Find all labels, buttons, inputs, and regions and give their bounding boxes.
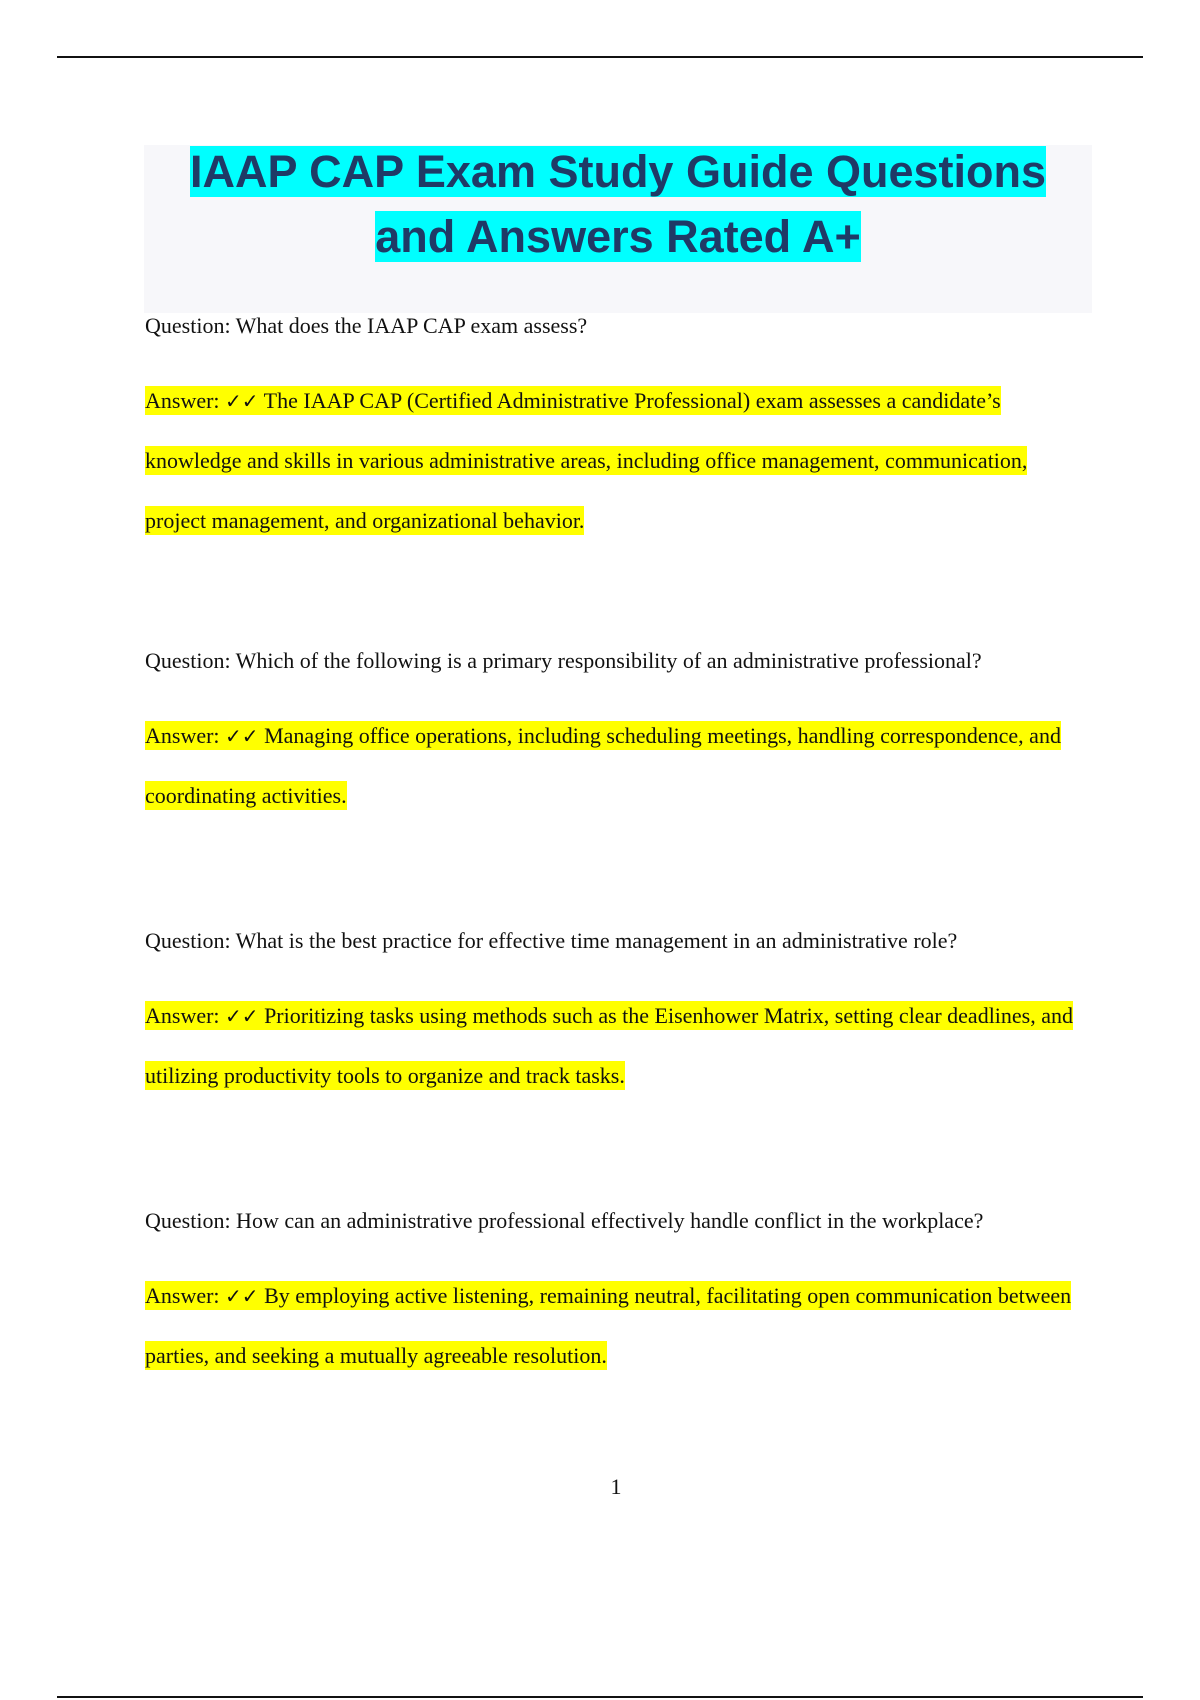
question-text: Question: What does the IAAP CAP exam assess?: [145, 313, 588, 338]
checkmark-icon: ✓✓: [225, 724, 259, 748]
document-title: IAAP CAP Exam Study Guide Questions and Answers Rated A+: [189, 146, 1047, 262]
header-rule: [57, 56, 1143, 58]
answer-text: [145, 986, 1085, 1106]
answer-body: Managing office operations, including scheduling meetings, handling correspondence, and coordinating activities.: [145, 723, 1061, 808]
answer-body: The IAAP CAP (Certified Administrative Professional) exam assesses a candidate’s knowledge and skills in various administrative areas, including office management, communication, project management, and organizational behavior.: [145, 388, 1028, 533]
question-text: Question: What is the best practice for effective time management in an administrative role?: [145, 928, 958, 953]
title-block: [144, 145, 1092, 313]
checkmark-icon: ✓✓: [225, 389, 259, 413]
answer-text: [145, 1266, 1085, 1386]
page-number: 1: [610, 1474, 622, 1499]
answer-prefix: Answer:: [145, 1283, 220, 1308]
answer-body: By employing active listening, remaining neutral, facilitating open communication between parties, and seeking a mutually agreeable resolution.: [145, 1283, 1072, 1368]
checkmark-icon: ✓✓: [225, 1004, 259, 1028]
answer-body: Prioritizing tasks using methods such as the Eisenhower Matrix, setting clear deadlines, and utilizing productivity tools to organize and track tasks.: [145, 1003, 1074, 1088]
answer-prefix: Answer:: [145, 1003, 220, 1028]
question-text: Question: How can an administrative professional effectively handle conflict in the workplace?: [145, 1208, 984, 1233]
answer-text: [145, 706, 1085, 826]
answer-prefix: Answer:: [145, 723, 220, 748]
footer-rule: [57, 1696, 1143, 1698]
answer-prefix: Answer:: [145, 388, 220, 413]
question-text: Question: Which of the following is a primary responsibility of an administrative professional?: [145, 648, 982, 673]
answer-text: [145, 371, 1085, 551]
checkmark-icon: ✓✓: [225, 1284, 259, 1308]
